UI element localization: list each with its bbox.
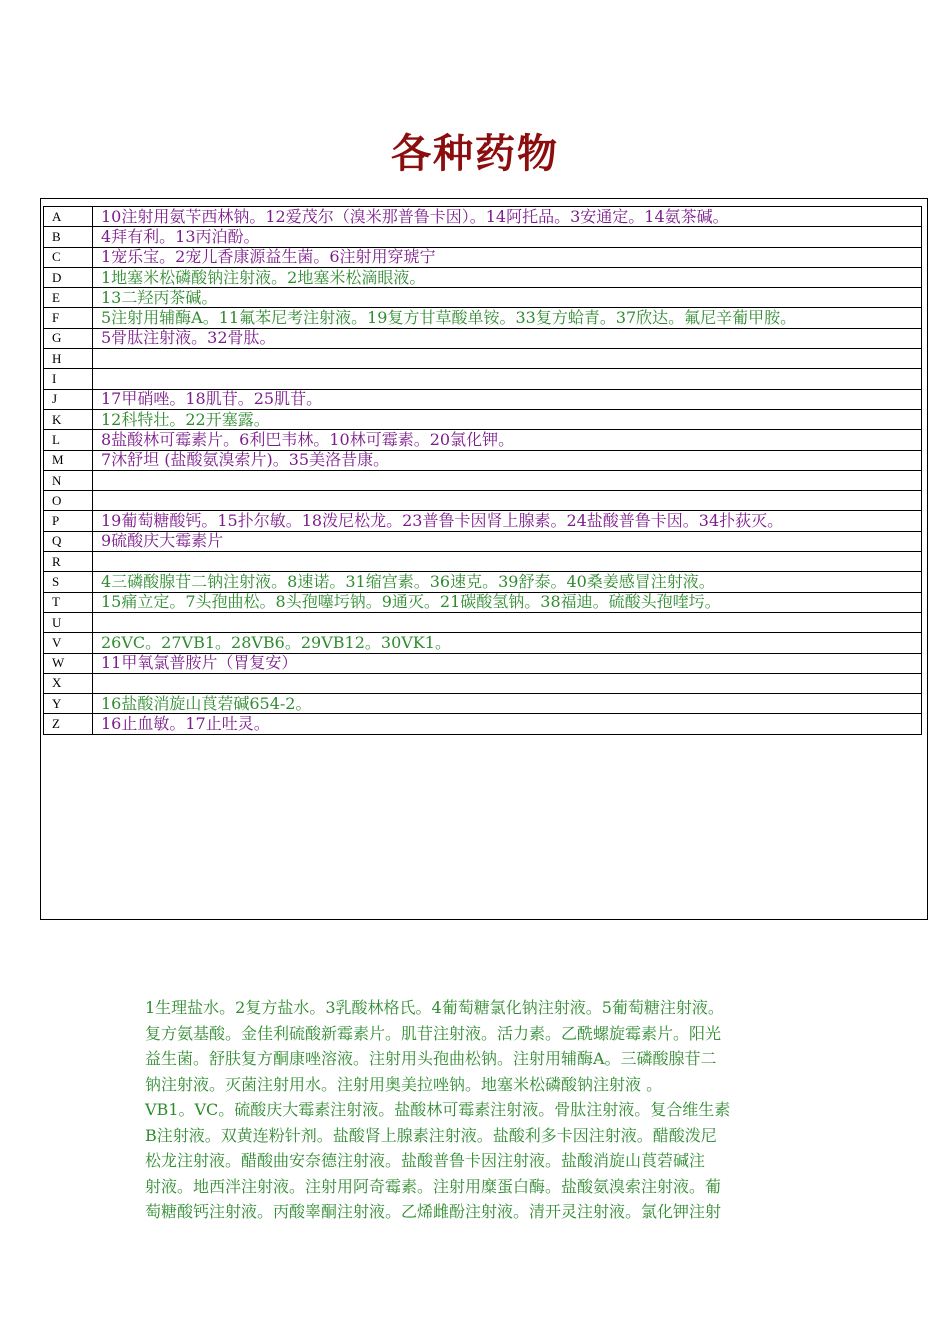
paragraph-line: B注射液。双黄连粉针剂。盐酸肾上腺素注射液。盐酸利多卡因注射液。醋酸泼尼 xyxy=(145,1125,717,1145)
drug-index-table xyxy=(43,206,922,735)
index-letter: U xyxy=(44,612,93,632)
drug-list-paragraph xyxy=(145,995,813,1225)
index-entry: 11甲氧氯普胺片（胃复安） xyxy=(93,653,922,673)
index-letter: T xyxy=(44,592,93,612)
paragraph-line: 钠注射液。灭菌注射用水。注射用奥美拉唑钠。地塞米松磷酸钠注射液 。 xyxy=(145,1074,663,1094)
index-entry: 19葡萄糖酸钙。15扑尔敏。18泼尼松龙。23普鲁卡因肾上腺素。24盐酸普鲁卡因。34扑荻灭。 xyxy=(93,511,922,531)
index-row-n xyxy=(44,470,922,490)
index-letter: I xyxy=(44,369,93,389)
index-letter: O xyxy=(44,491,93,511)
index-row-g xyxy=(44,328,922,348)
index-row-v xyxy=(44,633,922,653)
index-letter: F xyxy=(44,308,93,328)
index-letter: M xyxy=(44,450,93,470)
paragraph-line: VB1。VC。硫酸庆大霉素注射液。盐酸林可霉素注射液。骨肽注射液。复合维生素 xyxy=(145,1100,731,1119)
index-row-e xyxy=(44,288,922,308)
index-row-t xyxy=(44,592,922,612)
index-row-z xyxy=(44,714,922,734)
index-entry: 13二羟丙茶碱。 xyxy=(93,288,922,308)
index-entry: 17甲硝唑。18肌苷。25肌苷。 xyxy=(93,389,922,409)
index-entry: 16止血敏。17止吐灵。 xyxy=(93,714,922,734)
index-letter: G xyxy=(44,328,93,348)
index-letter: S xyxy=(44,572,93,592)
index-row-d xyxy=(44,267,922,287)
index-letter: Y xyxy=(44,694,93,714)
index-letter: J xyxy=(44,389,93,409)
index-entry xyxy=(93,673,922,693)
index-entry xyxy=(93,369,922,389)
index-row-s xyxy=(44,572,922,592)
index-row-o xyxy=(44,491,922,511)
index-row-w xyxy=(44,653,922,673)
index-entry xyxy=(93,470,922,490)
index-entry: 26VC。27VB1。28VB6。29VB12。30VK1。 xyxy=(93,633,922,653)
index-entry: 4三磷酸腺苷二钠注射液。8速诺。31缩宫素。36速克。39舒泰。40桑姜感冒注射液。 xyxy=(93,572,922,592)
index-entry xyxy=(93,491,922,511)
index-row-y xyxy=(44,694,922,714)
index-entry: 9硫酸庆大霉素片 xyxy=(93,531,922,551)
paragraph-line: 萄糖酸钙注射液。丙酸睾酮注射液。乙烯雌酚注射液。清开灵注射液。氯化钾注射 xyxy=(145,1202,722,1221)
index-row-h xyxy=(44,349,922,369)
index-entry: 1宠乐宝。2宠儿香康源益生菌。6注射用穿琥宁 xyxy=(93,247,922,267)
index-letter: B xyxy=(44,227,93,247)
paragraph-line: 1生理盐水。2复方盐水。3乳酸林格氏。4葡萄糖氯化钠注射液。5葡萄糖注射液。 xyxy=(145,998,724,1017)
paragraph-line: 复方氨基酸。金佳利硫酸新霉素片。肌苷注射液。活力素。乙酰螺旋霉素片。阳光 xyxy=(145,1023,722,1043)
index-entry: 15痛立定。7头孢曲松。8头孢噻圬钠。9通灭。21碳酸氢钠。38福迪。硫酸头孢喹圬。 xyxy=(93,592,922,612)
index-letter: A xyxy=(44,207,93,227)
index-row-c xyxy=(44,247,922,267)
index-letter: V xyxy=(44,633,93,653)
index-row-p xyxy=(44,511,922,531)
index-letter: H xyxy=(44,349,93,369)
index-entry: 7沐舒坦 (盐酸氨溴索片)。35美洛昔康。 xyxy=(93,450,922,470)
index-letter: K xyxy=(44,409,93,429)
index-letter: C xyxy=(44,247,93,267)
index-entry: 16盐酸消旋山莨菪碱654-2。 xyxy=(93,694,922,714)
paragraph-line: 射液。地西泮注射液。注射用阿奇霉素。注射用糜蛋白酶。盐酸氨溴索注射液。葡 xyxy=(145,1176,722,1196)
index-letter: N xyxy=(44,470,93,490)
index-letter: L xyxy=(44,430,93,450)
index-row-i xyxy=(44,369,922,389)
index-row-a xyxy=(44,207,922,227)
index-letter: E xyxy=(44,288,93,308)
page-title: 各种药物 xyxy=(391,130,559,177)
index-letter: D xyxy=(44,267,93,287)
index-row-u xyxy=(44,612,922,632)
index-letter: W xyxy=(44,653,93,673)
index-letter: Q xyxy=(44,531,93,551)
paragraph-line: 松龙注射液。醋酸曲安奈德注射液。盐酸普鲁卡因注射液。盐酸消旋山莨菪碱注 xyxy=(145,1151,706,1170)
index-row-f xyxy=(44,308,922,328)
index-row-q xyxy=(44,531,922,551)
index-entry xyxy=(93,612,922,632)
index-letter: P xyxy=(44,511,93,531)
index-row-b xyxy=(44,227,922,247)
index-entry: 10注射用氨苄西林钠。12爱茂尔（溴米那普鲁卡因）。14阿托品。3安通定。14氨茶碱。 xyxy=(93,207,922,227)
index-entry xyxy=(93,552,922,572)
index-row-j xyxy=(44,389,922,409)
index-entry: 8盐酸林可霉素片。6利巴韦林。10林可霉素。20氯化钾。 xyxy=(93,430,922,450)
index-letter: R xyxy=(44,552,93,572)
index-row-k xyxy=(44,409,922,429)
index-row-m xyxy=(44,450,922,470)
index-entry xyxy=(93,349,922,369)
index-entry: 1地塞米松磷酸钠注射液。2地塞米松滴眼液。 xyxy=(93,267,922,287)
index-entry: 4拜有利。13丙泊酚。 xyxy=(93,227,922,247)
index-row-l xyxy=(44,430,922,450)
paragraph-line: 益生菌。舒肤复方酮康唑溶液。注射用头孢曲松钠。注射用辅酶A。三磷酸腺苷二 xyxy=(145,1049,717,1068)
index-entry: 5注射用辅酶A。11氟苯尼考注射液。19复方甘草酸单铵。33复方蛤青。37欣达。氟尼辛葡甲胺。 xyxy=(93,308,922,328)
index-row-x xyxy=(44,673,922,693)
index-letter: Z xyxy=(44,714,93,734)
index-letter: X xyxy=(44,673,93,693)
index-entry: 12科特壮。22开塞露。 xyxy=(93,409,922,429)
index-entry: 5骨肽注射液。32骨肽。 xyxy=(93,328,922,348)
index-row-r xyxy=(44,552,922,572)
